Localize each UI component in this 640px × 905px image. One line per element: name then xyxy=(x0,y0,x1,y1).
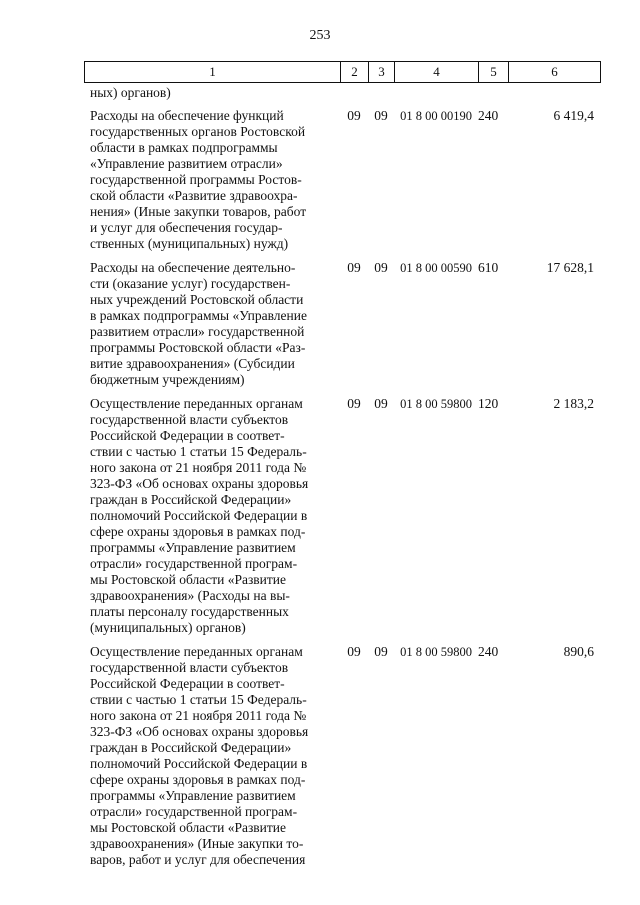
expense-type-code: 120 xyxy=(478,396,499,411)
subsection-code: 09 xyxy=(374,260,388,275)
column-header-2: 2 xyxy=(341,62,369,83)
column-header-1: 1 xyxy=(85,62,341,83)
column-header-4: 4 xyxy=(395,62,479,83)
row-description: Осуществление переданных органам государственной власти субъектов Российской Федерации в соответ- ствии с частью 1 статьи 15 Федераль- ного закона от 21 ноября 2011 года № 323-ФЗ «Об основах охраны здоровья граждан в Российской Федерации» полномочий Российской Федерации в сфере охраны здоровья в рамках под- программы «Управление развитием отрасли» государственной програм- мы Ростовской области «Развитие здравоохранения» (Иные закупки то- варов, работ и услуг для обеспечения xyxy=(90,644,309,867)
expense-type-code: 610 xyxy=(478,260,499,275)
section-code: 09 xyxy=(347,644,361,659)
column-header-table xyxy=(84,61,601,83)
table-row xyxy=(84,396,600,636)
expense-type-code: 240 xyxy=(478,108,499,123)
column-header-row xyxy=(85,62,601,83)
row-description: Расходы на обеспечение деятельно- сти (оказание услуг) государствен- ных учреждений Ростовской области в рамках подпрограммы «Управление развитием отрасли» государственной программы Ростовской области «Раз- витие здравоохранения» (Субсидии бюджетным учреждениям) xyxy=(90,260,307,387)
table-row xyxy=(84,260,600,388)
column-header-6: 6 xyxy=(509,62,601,83)
subsection-code: 09 xyxy=(374,644,388,659)
subsection-code: 09 xyxy=(374,396,388,411)
amount-value: 890,6 xyxy=(563,644,594,659)
column-header-3: 3 xyxy=(369,62,395,83)
column-header-5: 5 xyxy=(479,62,509,83)
section-code: 09 xyxy=(347,260,361,275)
target-article-code: 01 8 00 59800 xyxy=(400,645,472,659)
row-description: Расходы на обеспечение функций государственных органов Ростовской области в рамках подпрограммы «Управление развитием отрасли» государственной программы Ростов- ской области «Развитие здравоохра- нения» (Иные закупки товаров, работ и услуг для обеспечения государ- ственных (муниципальных) нужд) xyxy=(90,108,307,251)
table-row xyxy=(84,85,600,101)
table-row xyxy=(84,644,600,868)
row-description: ных) органов) xyxy=(90,85,171,100)
subsection-code: 09 xyxy=(374,108,388,123)
section-code: 09 xyxy=(347,108,361,123)
amount-value: 6 419,4 xyxy=(553,108,594,123)
page-number: 253 xyxy=(309,28,331,43)
section-code: 09 xyxy=(347,396,361,411)
expense-type-code: 240 xyxy=(478,644,499,659)
table-row xyxy=(84,108,600,252)
target-article-code: 01 8 00 59800 xyxy=(400,397,472,411)
target-article-code: 01 8 00 00190 xyxy=(400,109,472,123)
amount-value: 2 183,2 xyxy=(553,396,594,411)
row-description: Осуществление переданных органам государственной власти субъектов Российской Федерации в соответ- ствии с частью 1 статьи 15 Федераль- ного закона от 21 ноября 2011 года № 323-ФЗ «Об основах охраны здоровья граждан в Российской Федерации» полномочий Российской Федерации в сфере охраны здоровья в рамках под- программы «Управление развитием отрасли» государственной програм- мы Ростовской области «Развитие здравоохранения» (Расходы на вы- платы персоналу государственных (муниципальных) органов) xyxy=(90,396,309,635)
target-article-code: 01 8 00 00590 xyxy=(400,261,472,275)
budget-table-body xyxy=(84,85,600,876)
amount-value: 17 628,1 xyxy=(546,260,594,275)
